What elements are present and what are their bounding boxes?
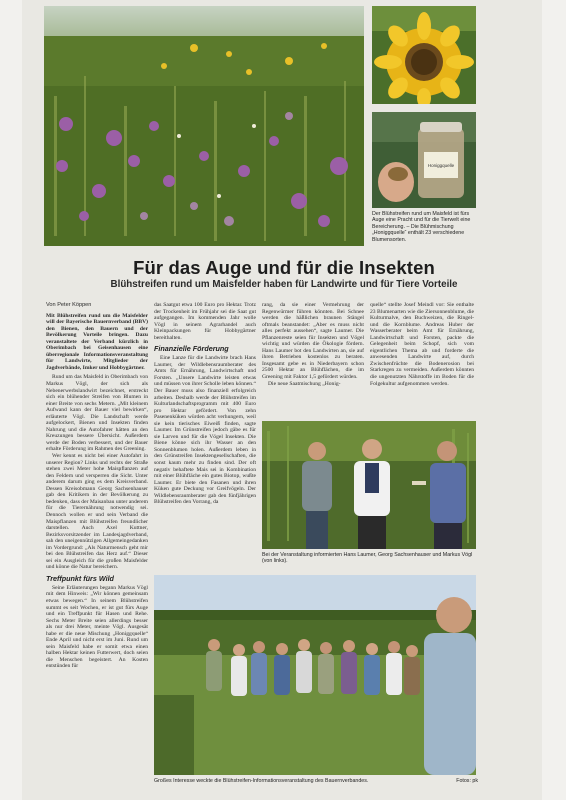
paragraph: Wer kennt es nicht bei einer Autofahrt in unserer Region? Links und rechts der Straße stehen zwei Meter hohe Maispflanzen auf den Feldern und versperren die Sicht. Unter anderem darum ging es dem Kreisverband. Dessen Kreisobmann Georg Sachsenhauser gab den Kritikern in der Bevölkerung zu bedenken, dass der Maisanbau unter anderem für die Tierernährung notwendig sei. Dennoch wollen er und sein Verband die Maispflanzen mit Blühstreifen freundlicher darstellen. Auch Axel Kuttner, Bezirksvorsitzender im Landesjagdverband, sah den uneigennützigen Allgemeingedanken im Vordergrund: „Als Naturmensch geht mir bei den Blühstreifen das Herz auf.“ Dieser sei ein Ausgleich für die großen Maisfelder und könne die Natur bereichern. — [46, 453, 148, 571]
jar-caption: Der Blühstreifen rund um Maisfeld ist fürs Auge eine Pracht und für die Tierwelt eine Bereicherung. – Die Blühmischung „Honiggquelle“ enthält 23 verschiedene Blumensorten. — [372, 211, 471, 243]
article-lead — [46, 313, 148, 372]
speakers-caption: Bei der Veranstaltung informierten Hans Laumer, Georg Sachsenhauser und Markus Vögl (von links). — [262, 552, 473, 565]
article-column-4 — [370, 302, 474, 387]
flower-field-photo — [44, 6, 364, 246]
article-column-3 — [262, 302, 364, 387]
subheading-treffpunkt: Treffpunkt fürs Wild — [46, 573, 114, 583]
paragraph: Rund um das Maisfeld in Oberimbach von Markus Vögl, der sich als Nebenerwerbslandwirt bezeichnet, erstreckt sich ein blühender Streifen von Blumen in einer Breite von sechs Metern. „Mit kleinem Aufwand kann der Bauer viel bewirken“, erläuterte Vögl. Die Landschaft werde aufgelockert, Bienen und Insekten finden Nahrung und die Autofahrer hätten an den Kreuzungen bessere Übersicht. Außerdem werde der Boden verbessert, und der Bauer erhalte Förderung im Rahmen des Greening. — [46, 374, 148, 453]
paragraph: Eine Lanze für die Landwirte brach Hans Laumer, der Wildlebensraumberater des Amts für Ernährung, Landwirtschaft und Forsten. „Unsere Landwirte leisten etwas und müssen von ihrer Scholle leben können.“ Der Bauer muss also finanziell erfolgreich arbeiten. Deshalb werde der Blühstreifen im Kulturlandschaftsprogramm mit 400 Euro pro Hektar gefördert. Von zehn Pasenenküken würden acht verhungern, weil sie kein tierisches Eiweiß finden, sagte Laumer. Im Grünstreifen jedoch gäbe es für sie Larven und für die Vögel Insekten. Die Biene könne sich ihr Wasser an den Sonnenblumen holen. Außerdem leben in den Grünstreifen Insektengesellschaften, die sonst kaum mehr zu finden sind. Der oft negativ behaftete Mais sei in Kombination mit einer Blühfläche ein gutes Biotop, wußte Laumer. Er biete den Fasanen und ihren Küken gute Deckung vor Greifvögeln. Der Wildlebensraumberater gab den fünfjährigen Blühstreifen den Vorrang, da — [154, 355, 256, 506]
flower-field-image — [44, 6, 364, 246]
jar-label-text: Honiggquelle — [427, 163, 455, 168]
paragraph: Seine Erläuterungen begann Markus Vögl mit dem Hinweis: „Wir können gemeinsam etwas bewegen.“ In seinem Blühstreifen summt es seit Wochen, er ist gut fürs Auge und ein Treffpunkt für Hasen und Rehe. Sechs Meter Breite seien allerdings besser als nur drei Meter, meinte Vögl. Ausgesät habe er die neue Mischung „Honiggquelle“ Ende April und nicht erst im Juni. Rund um sein Maisfeld habe er somit etwa einen halben Hektar keinen Futterwert, doch seien die Menschen begeistert. An Kosten entstünden für — [46, 584, 148, 670]
subheading-foerderung: Finanzielle Förderung — [154, 344, 229, 354]
paragraph: rang, da sie einer Vermehrung der Regenwürmer führen könnten. Bei Schnee werden die häßlichen braunen Stängel oftmals beanstandet: „Aber es muss nicht alles perfekt aussehen“, sagte Laumer. Die Pflanzenreste seien für Insekten und Vögel wichtig und würden die Ökologie fördern. Hans Laumer bot den Landwirten an, sie auf ihren Betrieben kostenlos zu beraten. Insgesamt gebe es in Niederbayern schon 2500 Hektar an Blühflächen, die im Greening mit Faktor 1,5 gefördert würden. — [262, 302, 364, 381]
headline: Für das Auge und für die Insekten — [133, 257, 435, 278]
paragraph: das Saatgut etwa 100 Euro pro Hektar. Trotz der Trockenheit im Frühjahr sei die Saat gut aufgegangen. Im kommenden Jahr wolle Vögl in seinem Agrarhandel auch Kleinpackungen für Hobbygärtner bereithalten. — [154, 302, 256, 341]
photo-credit: Fotos: pk — [456, 778, 478, 784]
byline: Von Peter Köppen — [46, 302, 92, 308]
article-column-1 — [46, 302, 148, 670]
lead-text: Mit Blühstreifen rund um die Maisfelder will der Bayerische Bauernverband (BBV) den Bienen, den Bauern und der Bevölkerung Vorteile bringen. Dazu veranstaltete der Verband kürzlich in Oberimbach bei Geisenhausen eine überregionale Informationsveranstaltung für Landwirte, Mitglieder der Jagdverbände, Imker und Hobbygärtner. — [46, 312, 148, 371]
speakers-photo — [262, 421, 476, 549]
subheadline: Blühstreifen rund um Maisfelder haben für Landwirte und für Tiere Vorteile — [110, 279, 458, 290]
crowd-image — [154, 575, 476, 775]
article-column-2 — [154, 302, 256, 506]
paragraph: quelle“ stellte Josef Meindl vor: Sie enthalte 23 Blumenarten wie die Ziersonnenblume, die Kulturmalve, den Buchweizen, die Ringel- und die Kornblume. Andreas Huber der Wasserberater beim Amt für Ernährung, Landwirtschaft und Forsten, packte die Gelegenheit beim Schopf, sich vom eigentlichen Thema ab und forderte die anwesenden Landwirte auf, durch Zwischenfrüchte die Bodenerosion bei Starkregen zu vermeiden. Außerdem könnten die ungenutzten Nährstoffe im Boden für die Folgekultur aufgenommen werden. — [370, 302, 474, 387]
crowd-caption: Großes Interesse weckte die Blühstreifen-Informationsveranstaltung des Bauernverbandes. — [154, 778, 369, 784]
speakers-image — [262, 421, 476, 549]
paragraph: Die neue Saatmischung „Honig- — [268, 380, 341, 387]
crowd-photo — [154, 575, 476, 775]
seed-jar-image — [372, 112, 476, 208]
sunflower-photo — [372, 6, 476, 104]
sunflower-image — [372, 6, 476, 104]
seed-jar-photo — [372, 112, 476, 208]
